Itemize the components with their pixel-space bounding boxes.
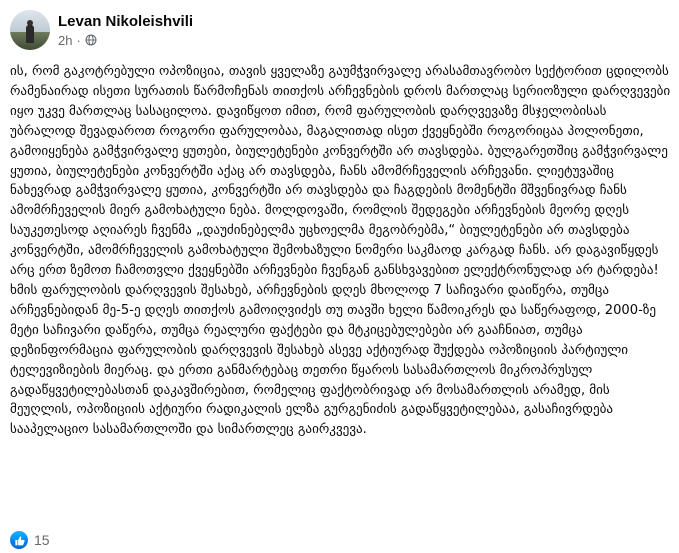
meta-separator: · xyxy=(76,32,81,48)
post-meta xyxy=(58,12,193,49)
globe-icon[interactable] xyxy=(85,34,97,46)
post-time[interactable]: 2h xyxy=(58,32,73,48)
thumbs-up-icon xyxy=(14,535,25,546)
reaction-count: 15 xyxy=(34,532,50,548)
post-header xyxy=(10,8,193,52)
post-body-text: ის, რომ გაკოტრებული ოპოზიცია, თავის ყველაზე გაუმჭვირვალე არასამთავრობო სექტორით ცდილობს რამენაირად ისეთი სურათის წარმოჩენას თითქოს არჩევნების დროს მართლაც სერიოზული დარღვევები იყო უკვე მართლაც სასაცილოა. დავიწყოთ იმით, რომ ფარულობის დარღვევაზე მსჯელობისას უბრალოდ შევადაროთ როგორი ფარულობაა, მაგალითად ისეთ ქვეყნებში როგორიცაა პოლონეთი, გამოიყენება გამჭვირვალე ყუთები, ბიულეტენები კონვერტში არ თავსდება. ბულგარეთშიც გამჭვირვალე ყუთია, ბიულეტენები კონვერტში აქაც არ თავსდება, ჩანს ამომრჩეველის არჩევანი. ლიეტუვაშიც ნახევრად გამჭვირვალე ყუთია, კონვერტში არ თავსდება და ჩაგდების მომენტში მშვენივრად ჩანს ამომრჩეველის მიერ გამოხატული ნება. მოლდოვაში, რომლის შედეგები არჩევნების მეორე დღეს საუკეთესოდ აღიარეს ჩვენმა „დაუძინებელმა უცხოელმა მეგობრებმა,“ ბიულეტენები არ თავსდება კონვერტში, ამომრჩეველის გამოხატული შემოხაზული ნომერი საკმაოდ კარგად ჩანს. არ დაგავიწყდეს არც ერთ ზემოთ ჩამოთვლი ქვეყნებში არჩევნები ჩვენგან განსხვავებით ელექტრონულად არ ტარდება! ხმის ფარულობის დარღვევის შესახებ, არჩევნების დღეს მხოლოდ 7 საჩივარი დაიწერა, თუმცა არჩევნებიდან მე-5-ე დღეს თითქოს გამოიღვიძეს თუ თავში ხელი წამოიკრეს და საწერაფოდ, 2000-ზე მეტი საჩივარი დაწერა, თუმცა რეალური ფაქტები და მტკიცებულებები არ გააჩნიათ, თუმცა დეზინფორმაცია ფარულობის დარღვევის შესახებ ასევე აქტიურად შუქდება ოპოზიციის პარტიული ტელევიზიების მიერაც. და ერთი განმარტებაც თეთრი წყაროს სასამართლოს მიკროპრუსულ გადაწყვეტილებასთან დაკავშირებით, რომელიც ფაქტობრივად არ მოსამართლის არამედ, მის მეუღლის, ოპოზიციის აქტიური რადიკალის ელზა გურგენიძის გადაწყვეტილებაა, გასაჩივრდება სააპელაციო სასამართლოში და სიმართლეც გაირკვევა. xyxy=(10,64,671,438)
like-icon xyxy=(10,531,28,549)
reactions-summary[interactable] xyxy=(10,531,50,549)
author-name[interactable]: Levan Nikoleishvili xyxy=(58,12,194,30)
post-subline xyxy=(58,32,193,49)
author-avatar[interactable] xyxy=(10,10,50,50)
avatar-person xyxy=(26,25,34,43)
